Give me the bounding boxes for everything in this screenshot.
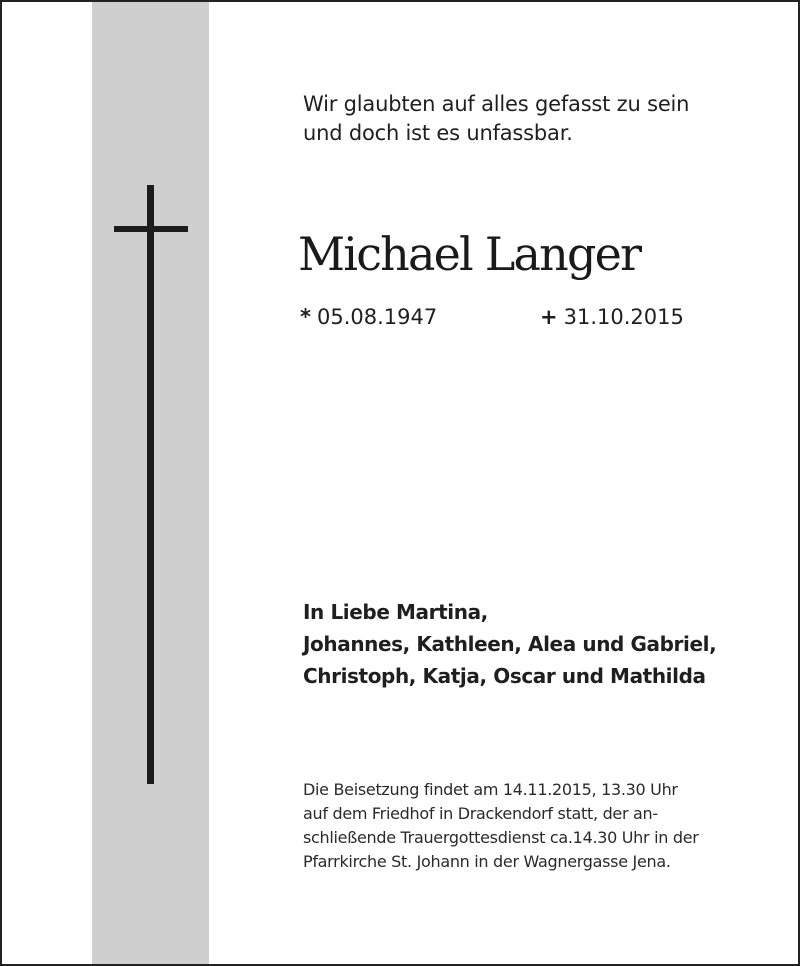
deceased-name: Michael Langer <box>298 227 641 281</box>
death-cross-icon: + <box>540 305 558 329</box>
death-date-value: 31.10.2015 <box>563 305 684 329</box>
cross-horizontal-bar <box>114 226 188 232</box>
memorial-quote <box>303 90 763 148</box>
notice-line: Die Beisetzung findet am 14.11.2015, 13.30 Uhr <box>303 780 678 799</box>
death-date <box>540 302 684 332</box>
cross-vertical-bar <box>147 185 154 784</box>
notice-line: schließende Trauergottesdienst ca.14.30 Uhr in der <box>303 828 699 847</box>
notice-line: auf dem Friedhof in Drackendorf statt, der an- <box>303 804 658 823</box>
quote-line: und doch ist es unfassbar. <box>303 121 573 145</box>
birth-star-icon: * <box>300 305 311 329</box>
birth-date-value: 05.08.1947 <box>316 305 438 329</box>
family-line: In Liebe Martina, <box>303 600 488 624</box>
life-dates <box>300 302 720 332</box>
quote-line: Wir glaubten auf alles gefasst zu sein <box>303 92 690 116</box>
cross-icon <box>114 185 188 785</box>
family-signature <box>303 596 773 692</box>
notice-line: Pfarrkirche St. Johann in der Wagnergasse Jena. <box>303 852 671 871</box>
birth-date <box>300 302 437 332</box>
family-line: Johannes, Kathleen, Alea und Gabriel, <box>303 632 717 656</box>
family-line: Christoph, Katja, Oscar und Mathilda <box>303 664 706 688</box>
funeral-notice <box>303 778 743 874</box>
